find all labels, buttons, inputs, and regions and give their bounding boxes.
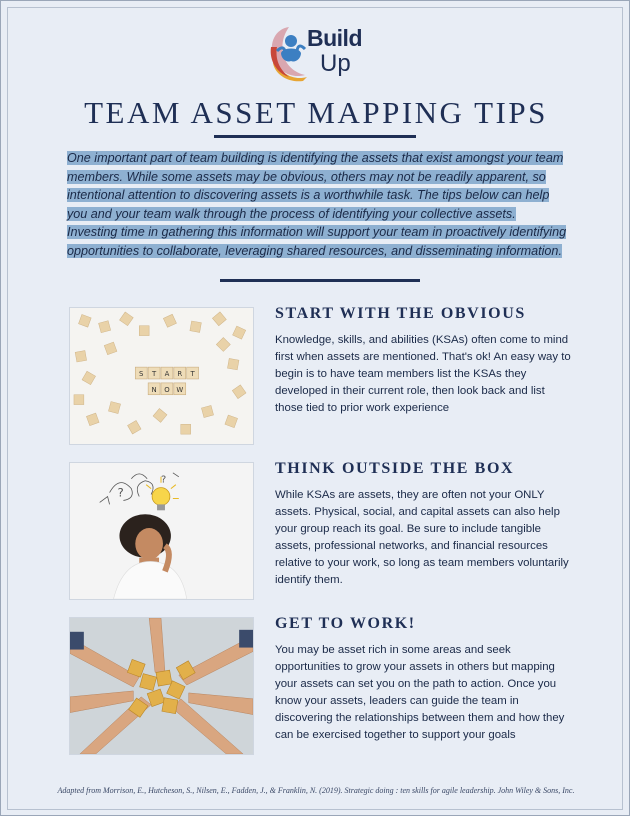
section-heading-obvious: START WITH THE OBVIOUS [275, 305, 526, 322]
section-heading-get-to-work: GET TO WORK! [275, 615, 416, 632]
svg-text:T: T [151, 370, 157, 378]
section-body-obvious: Knowledge, skills, and abilities (KSAs) often come to mind first when assets are mentioned. That's ok! An easy way to begin is to have team members list the KSAs they developed in their current role, then look back and list those tied to prior work experience [275, 334, 571, 414]
section-body-get-to-work: You may be asset rich in some areas and seek opportunities to grow your assets in others but mapping your assets can set you on the path to action. Once you know your assets, leaders can guide the team in discovering the relationships between them and how they can be exercised together to support your goals [275, 644, 565, 741]
section-body-outside-box: While KSAs are assets, they are often not your ONLY assets. Physical, social, and capital assets can also help your group reach its goal. Be sure to include tangible assets, professional networks, and financial resources relative to your work, so long as team members voluntarily identify them. [275, 489, 569, 586]
title-underline [214, 135, 416, 138]
intro-paragraph [67, 149, 567, 261]
svg-text:O: O [164, 385, 170, 394]
svg-text:R: R [177, 370, 183, 378]
intro-text: One important part of team building is identifying the assets that exist amongst your team members. While some assets may be obvious, others may not be readily apparent, so intentional attention to discovering assets is a worthwhile task. The tips below can help you and your team walk through the process of identifying your collective assets. Investing time in gathering this information will support your team in proactively identifying opportunities to collaborate, leveraging shared resources, and disseminating information. [67, 151, 567, 258]
citation-footer: Adapted from Morrison, E., Hutcheson, S., Nilsen, E., Fadden, J., & Franklin, N. (2019). Strategic doing : ten skills for agile leadership. John Wiley & Sons, Inc. [57, 786, 575, 795]
logo-text-up: Up [320, 50, 351, 77]
logo-text-build: Build [307, 25, 362, 51]
svg-text:T: T [190, 370, 195, 378]
logo-emblem-icon [267, 23, 311, 83]
section-heading-outside-box: THINK OUTSIDE THE BOX [275, 460, 515, 477]
svg-text:S: S [139, 370, 144, 378]
intro-divider [220, 279, 420, 282]
svg-text:?: ? [117, 485, 124, 500]
thinking-woman-photo [69, 462, 254, 600]
page-title: TEAM ASSET MAPPING TIPS [84, 95, 548, 130]
svg-text:?: ? [161, 474, 167, 486]
svg-text:A: A [164, 370, 170, 378]
hands-puzzle-photo [69, 617, 254, 755]
build-up-logo [267, 23, 367, 85]
svg-text:W: W [176, 385, 184, 394]
letter-tiles-photo [69, 307, 254, 445]
svg-text:N: N [151, 385, 157, 394]
